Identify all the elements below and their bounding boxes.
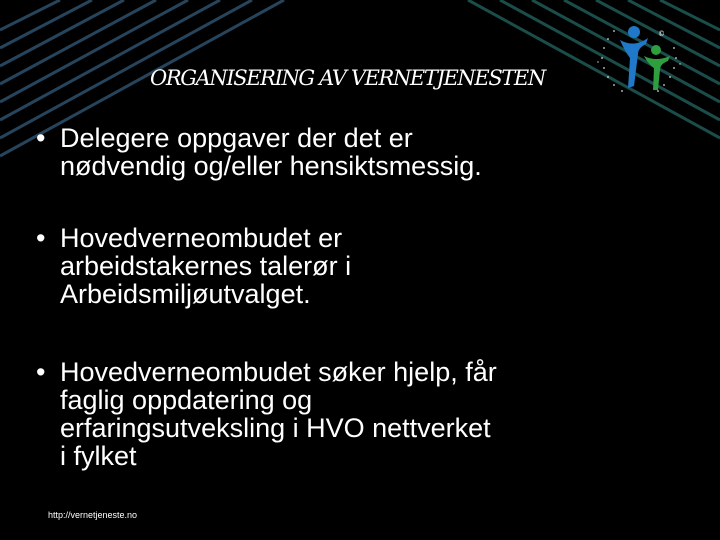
bullet-item — [36, 124, 676, 180]
bullet-text: Hovedverneombudet søker hjelp, får faglig oppdatering og erfaringsutveksling i HVO nettverket i fylket — [60, 357, 497, 471]
logo-mark-text: © — [658, 30, 665, 38]
slide-title: ORGANISERING AV VERNETJENESTEN — [150, 66, 545, 90]
two-figures-logo-icon — [594, 18, 684, 98]
bullet-item — [36, 224, 676, 308]
bullet-marker: • — [36, 123, 46, 153]
footer-link[interactable]: http://vernetjeneste.no — [48, 510, 138, 520]
bullet-list — [36, 124, 676, 470]
bullet-item — [36, 358, 676, 470]
bullet-text: Delegere oppgaver der det er nødvendig og/eller hensiktsmessig. — [60, 123, 482, 181]
bullet-marker: • — [36, 223, 46, 253]
bullet-text: Hovedverneombudet er arbeidstakernes talerør i Arbeidsmiljøutvalget. — [60, 223, 352, 309]
bullet-marker: • — [36, 357, 46, 387]
